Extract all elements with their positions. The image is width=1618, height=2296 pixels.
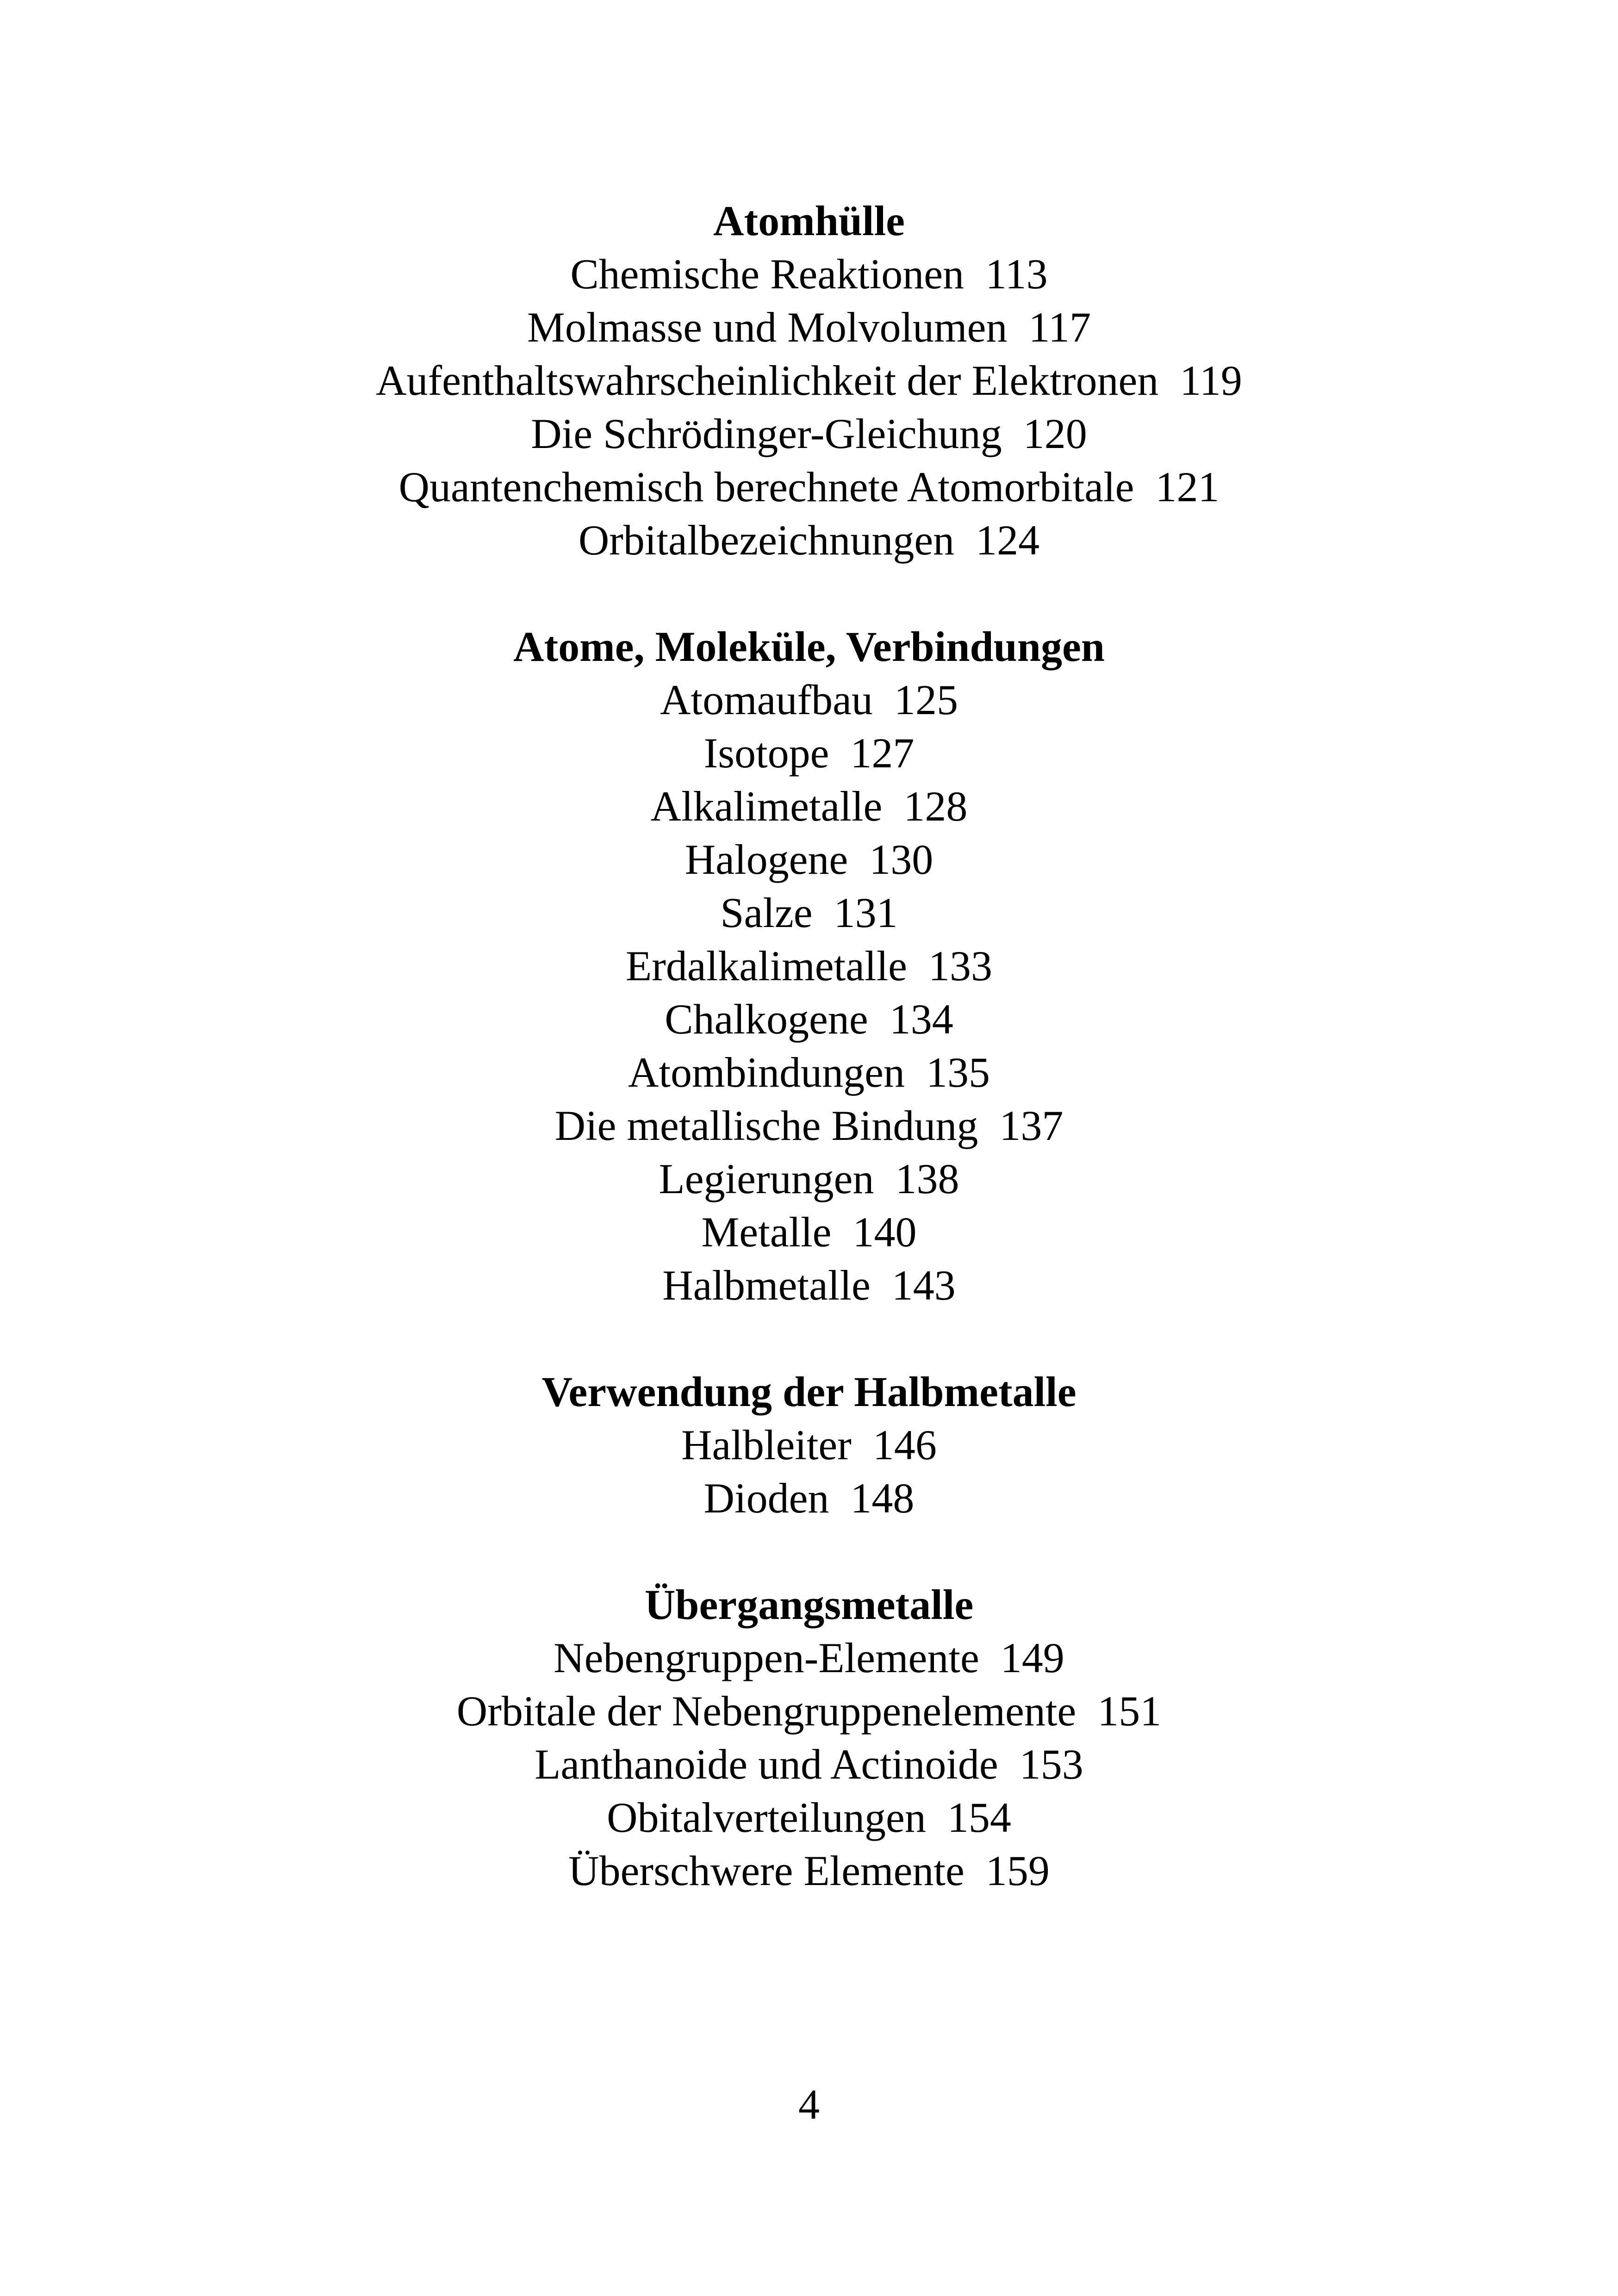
toc-entry [0,1472,1618,1525]
toc-entry [0,1791,1618,1844]
entry-page-number: 127 [850,729,915,777]
toc-entry [0,1738,1618,1791]
entry-page-number: 124 [976,516,1040,564]
entry-label: Atomaufbau [660,676,873,723]
toc-entry [0,780,1618,833]
entry-page-number: 120 [1023,410,1087,457]
entry-page-number: 113 [985,250,1048,298]
entry-page-number: 119 [1180,357,1242,404]
page-number: 4 [798,2081,820,2128]
entry-label: Atombindungen [628,1049,905,1096]
entry-label: Salze [720,889,813,936]
toc-entry [0,1419,1618,1472]
entry-page-number: 135 [926,1049,990,1096]
toc-entry [0,727,1618,780]
toc-entry [0,673,1618,727]
entry-page-number: 159 [985,1847,1050,1894]
entry-label: Quantenchemisch berechnete Atomorbitale [398,463,1134,510]
entry-label: Aufenthaltswahrscheinlichkeit der Elektronen [376,357,1159,404]
entry-label: Überschwere Elemente [568,1847,965,1894]
entry-page-number: 143 [891,1262,956,1309]
entry-page-number: 151 [1097,1687,1162,1735]
toc-entry [0,1046,1618,1099]
section-title: Verwendung der Halbmetalle [541,1368,1077,1415]
entry-label: Orbitalbezeichnungen [578,516,955,564]
toc-entry [0,407,1618,460]
toc-entry [0,514,1618,567]
entry-label: Isotope [703,729,829,777]
entry-page-number: 131 [834,889,898,936]
toc-entry [0,301,1618,354]
toc-entry [0,940,1618,993]
entry-page-number: 117 [1028,304,1091,351]
toc-entry [0,993,1618,1046]
entry-page-number: 128 [903,783,968,830]
entry-label: Alkalimetalle [650,783,883,830]
entry-page-number: 140 [853,1208,917,1256]
section-title: Übergangsmetalle [644,1581,974,1628]
toc-entry [0,248,1618,301]
entry-label: Molmasse und Molvolumen [527,304,1008,351]
entry-label: Dioden [703,1475,829,1522]
toc-section [0,1578,1618,1898]
entry-label: Erdalkalimetalle [626,942,907,989]
entry-label: Obitalverteilungen [607,1794,926,1841]
entry-page-number: 149 [1000,1634,1064,1681]
toc-entry [0,1844,1618,1898]
toc-entry [0,1206,1618,1259]
toc-entry [0,1259,1618,1312]
section-title: Atome, Moleküle, Verbindungen [513,623,1105,670]
entry-label: Halbmetalle [662,1262,871,1309]
entry-label: Halogene [685,836,848,883]
toc-section [0,620,1618,1312]
entry-label: Nebengruppen-Elemente [554,1634,979,1681]
entry-page-number: 154 [947,1794,1011,1841]
table-of-contents [0,194,1618,1951]
entry-page-number: 130 [869,836,933,883]
entry-page-number: 133 [928,942,992,989]
entry-label: Metalle [701,1208,832,1256]
toc-entry [0,1152,1618,1206]
toc-entry [0,1685,1618,1738]
toc-section [0,194,1618,567]
entry-page-number: 137 [999,1102,1064,1149]
entry-label: Lanthanoide und Actinoide [535,1741,998,1788]
entry-label: Orbitale der Nebengruppenelemente [456,1687,1077,1735]
toc-section [0,1365,1618,1525]
entry-label: Halbleiter [681,1421,852,1468]
entry-page-number: 125 [894,676,958,723]
toc-entry [0,1631,1618,1685]
entry-label: Chemische Reaktionen [570,250,965,298]
entry-label: Die metallische Bindung [554,1102,978,1149]
entry-page-number: 146 [872,1421,937,1468]
entry-page-number: 121 [1155,463,1220,510]
toc-entry [0,1099,1618,1152]
entry-page-number: 134 [889,996,953,1043]
toc-entry [0,833,1618,886]
entry-label: Chalkogene [665,996,868,1043]
entry-page-number: 138 [895,1155,959,1202]
toc-entry [0,460,1618,514]
toc-entry [0,886,1618,940]
entry-page-number: 148 [850,1475,915,1522]
entry-label: Legierungen [659,1155,874,1202]
entry-label: Die Schrödinger-Gleichung [531,410,1002,457]
toc-entry [0,354,1618,407]
section-title: Atomhülle [713,197,905,244]
entry-page-number: 153 [1019,1741,1083,1788]
